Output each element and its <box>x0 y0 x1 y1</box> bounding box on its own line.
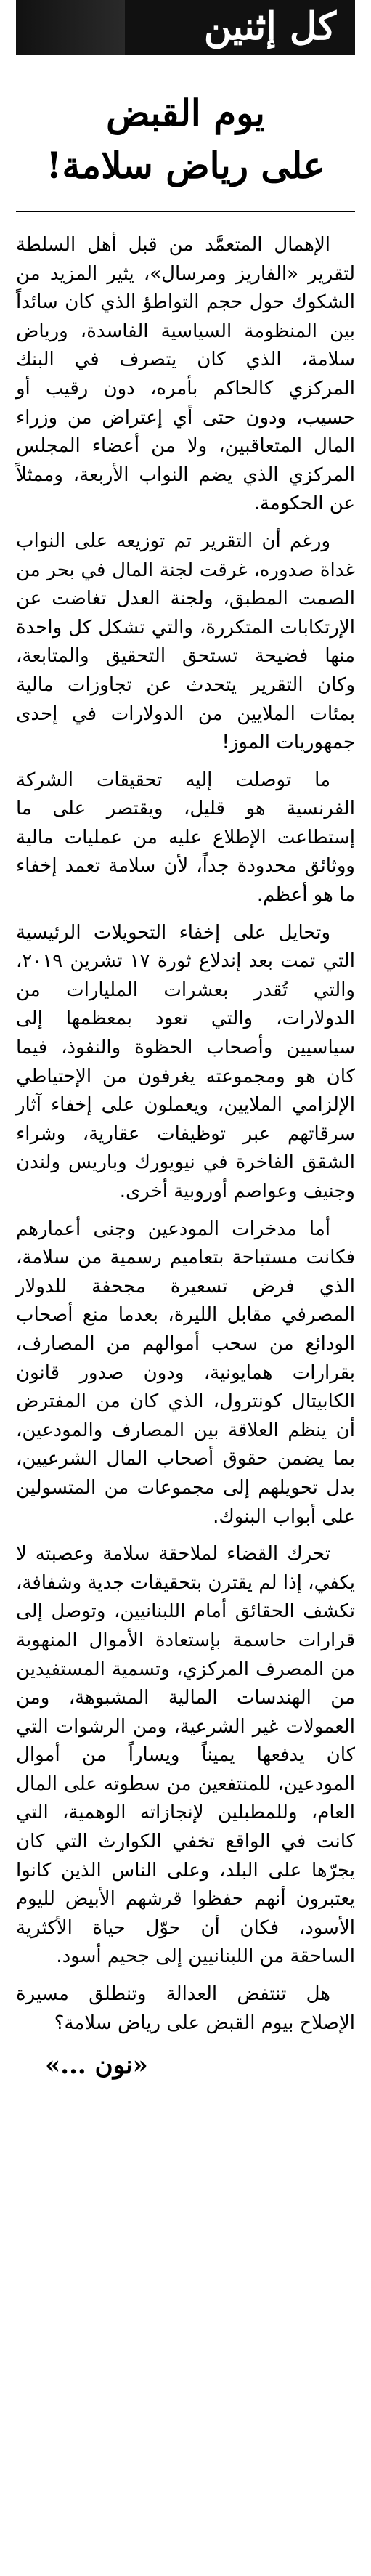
article-paragraph: تحرك القضاء لملاحقة سلامة وعصبته لا يكفي، إذا لم يقترن بتحقيقات جدية وشفافة، تكشف الحقائق أمام اللبنانيين، وتوصل إلى قرارات حاسمة بإستعادة الأموال المنهوبة من المصرف المركزي، وتسمية المستفيدين من الهندسات المالية المشبوهة، ومن العمولات غير الشرعية، ومن الرشوات التي كان يدفعها يميناً ويساراً من أموال المودعين، للمنتفعين من سطوته على المال العام، وللمطبلين لإنجازاته الوهمية، التي كانت في الواقع تخفي الكوارث التي كان يجرّها على البلد، وعلى الناس الذين كانوا يعتبرون أنهم حفظوا قرشهم الأبيض لليوم الأسود، فكان أن حوّل حياة الأكثرية الساحقة من اللبنانيين إلى جحيم أسود. <box>16 1543 355 1968</box>
section-banner <box>16 0 355 55</box>
headline-divider <box>16 211 355 212</box>
article-body <box>16 231 355 2038</box>
article-paragraph: الإهمال المتعمَّد من قبل أهل السلطة لتقرير «الفاريز ومرسال»، يثير المزيد من الشكوك حول حجم التواطؤ الذي كان سائداً بين المنظومة السياسية الفاسدة، ورياض سلامة، الذي كان يتصرف في البنك المركزي كالحاكم بأمره، دون رقيب أو حسيب، ودون حتى أي إعتراض من وزراء المال المتعاقبين، ولا من أعضاء المجلس المركزي الذي يضم النواب الأربعة، وممثلاً عن الحكومة. <box>16 234 355 515</box>
section-banner-title: كل إثنين <box>203 4 336 49</box>
article-paragraph: هل تنتفض العدالة وتنطلق مسيرة الإصلاح بيوم القبض على رياض سلامة؟ <box>16 1983 355 2034</box>
banner-decoration <box>16 0 125 55</box>
article-headline <box>16 87 355 192</box>
headline-line-1: يوم القبض <box>106 92 265 134</box>
author-signature: «نون ...» <box>45 2051 148 2081</box>
article-paragraph: وتحايل على إخفاء التحويلات الرئيسية التي تمت بعد إندلاع ثورة ١٧ تشرين ٢٠١٩، والتي تُقدر بعشرات المليارات من الدولارات، والتي تعود بمعظمها إلى سياسيين وأصحاب الحظوة والنفوذ، فيما كان هو ومجموعته يغرفون من الإحتياطي الإلزامي الملايين، ويعملون على إخفاء آثار سرقاتهم عبر توظيفات عقارية، وشراء الشقق الفاخرة في نيويورك وباريس ولندن وجنيف وعواصم أوروبية أخرى. <box>16 921 355 1202</box>
article-paragraph: ما توصلت إليه تحقيقات الشركة الفرنسية هو قليل، ويقتصر على ما إستطاعت الإطلاع عليه من عمليات مالية ووثائق محدودة جداً، لأن سلامة تعمد إخفاء ما هو أعظم. <box>16 769 355 907</box>
article-paragraph: ورغم أن التقرير تم توزيعه على النواب غداة صدوره، غرقت لجنة المال في بحر من الصمت المطبق، ولجنة العدل تغاضت عن الإرتكابات المتكررة، والتي تشكل كل واحدة منها فضيحة تستحق التحقيق والمتابعة، وكان التقرير يتحدث عن تجاوزات مالية بمئات الملايين من الدولارات في إحدى جمهوريات الموز! <box>16 530 355 754</box>
headline-line-2: على رياض سلامة! <box>46 144 325 187</box>
article-paragraph: أما مدخرات المودعين وجنى أعمارهم فكانت مستباحة بتعاميم رسمية من سلامة، الذي فرض تسعيرة مجحفة للدولار المصرفي مقابل الليرة، بعدما منع أصحاب الودائع من سحب أموالهم من المصارف، بقرارات همايونية، ودون صدور قانون الكابيتال كونترول، الذي كان من المفترض أن ينظم العلاقة بين المصارف والمودعين، بما يضمن حقوق أصحاب المال الشرعيين، بدل تحويلهم إلى مجموعات من المتسولين على أبواب البنوك. <box>16 1218 355 1528</box>
